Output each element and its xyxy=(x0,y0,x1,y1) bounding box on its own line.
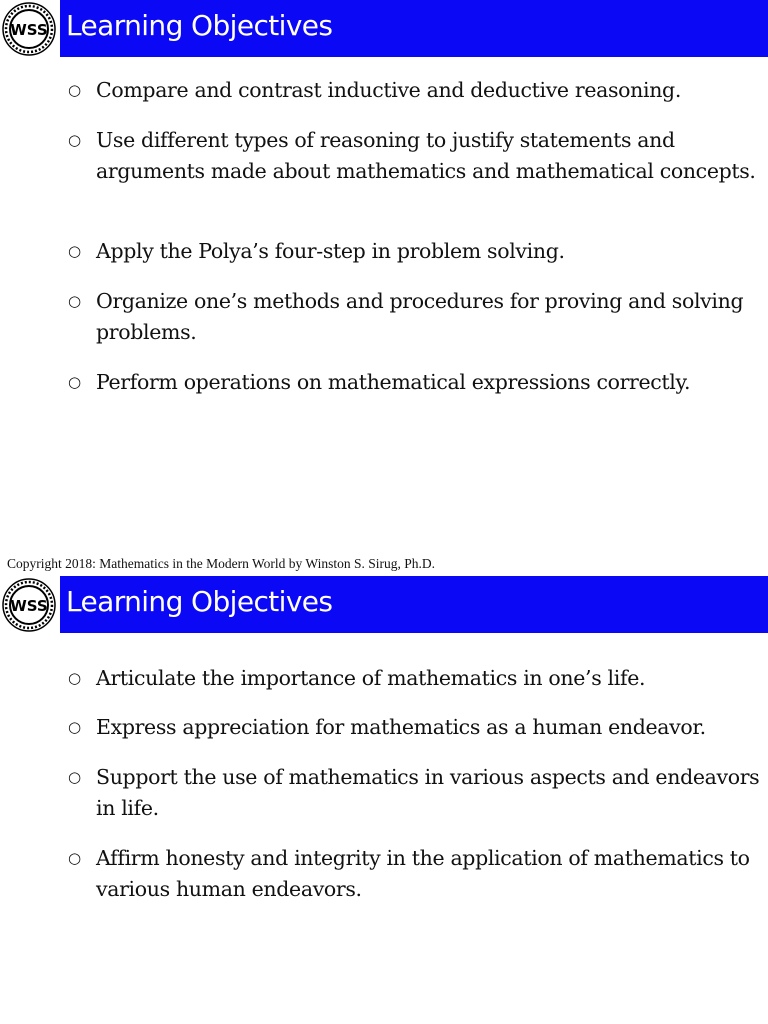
bullet-circle-icon: ○ xyxy=(68,131,82,149)
objective-text: Compare and contrast inductive and deductive reasoning. xyxy=(96,78,681,102)
slide-title: Learning Objectives xyxy=(66,585,333,618)
title-bar xyxy=(60,0,768,57)
objective-text: Apply the Polya’s four-step in problem solving. xyxy=(96,239,565,263)
objective-text: Articulate the importance of mathematics in one’s life. xyxy=(96,666,646,690)
bullet-circle-icon: ○ xyxy=(68,292,82,310)
objective-text: Organize one’s methods and procedures for proving and solving problems. xyxy=(96,289,744,344)
bullet-circle-icon: ○ xyxy=(68,669,82,687)
bullet-circle-icon: ○ xyxy=(68,373,82,391)
copyright-notice: Copyright 2018: Mathematics in the Modern World by Winston S. Sirug, Ph.D. xyxy=(7,556,435,571)
objective-text: Use different types of reasoning to justify statements and arguments made about mathematics and mathematical concepts. xyxy=(96,128,756,183)
bullet-circle-icon: ○ xyxy=(68,768,82,786)
bullet-circle-icon: ○ xyxy=(68,718,82,736)
slide-title: Learning Objectives xyxy=(66,9,333,42)
bullet-circle-icon: ○ xyxy=(68,242,82,260)
logo-lettering: WSS xyxy=(10,21,48,39)
bullet-circle-icon: ○ xyxy=(68,849,82,867)
logo-lettering: WSS xyxy=(10,597,48,615)
objective-text: Express appreciation for mathematics as a human endeavor. xyxy=(96,715,706,739)
title-bar xyxy=(60,576,768,633)
objective-text: Perform operations on mathematical expressions correctly. xyxy=(96,370,691,394)
objective-text: Affirm honesty and integrity in the application of mathematics to various human endeavors. xyxy=(96,846,750,901)
objective-text: Support the use of mathematics in various aspects and endeavors in life. xyxy=(96,765,760,820)
bullet-circle-icon: ○ xyxy=(68,81,82,99)
slide-2 xyxy=(0,576,768,1024)
wss-seal-icon xyxy=(2,2,56,56)
wss-seal-icon xyxy=(2,578,56,632)
